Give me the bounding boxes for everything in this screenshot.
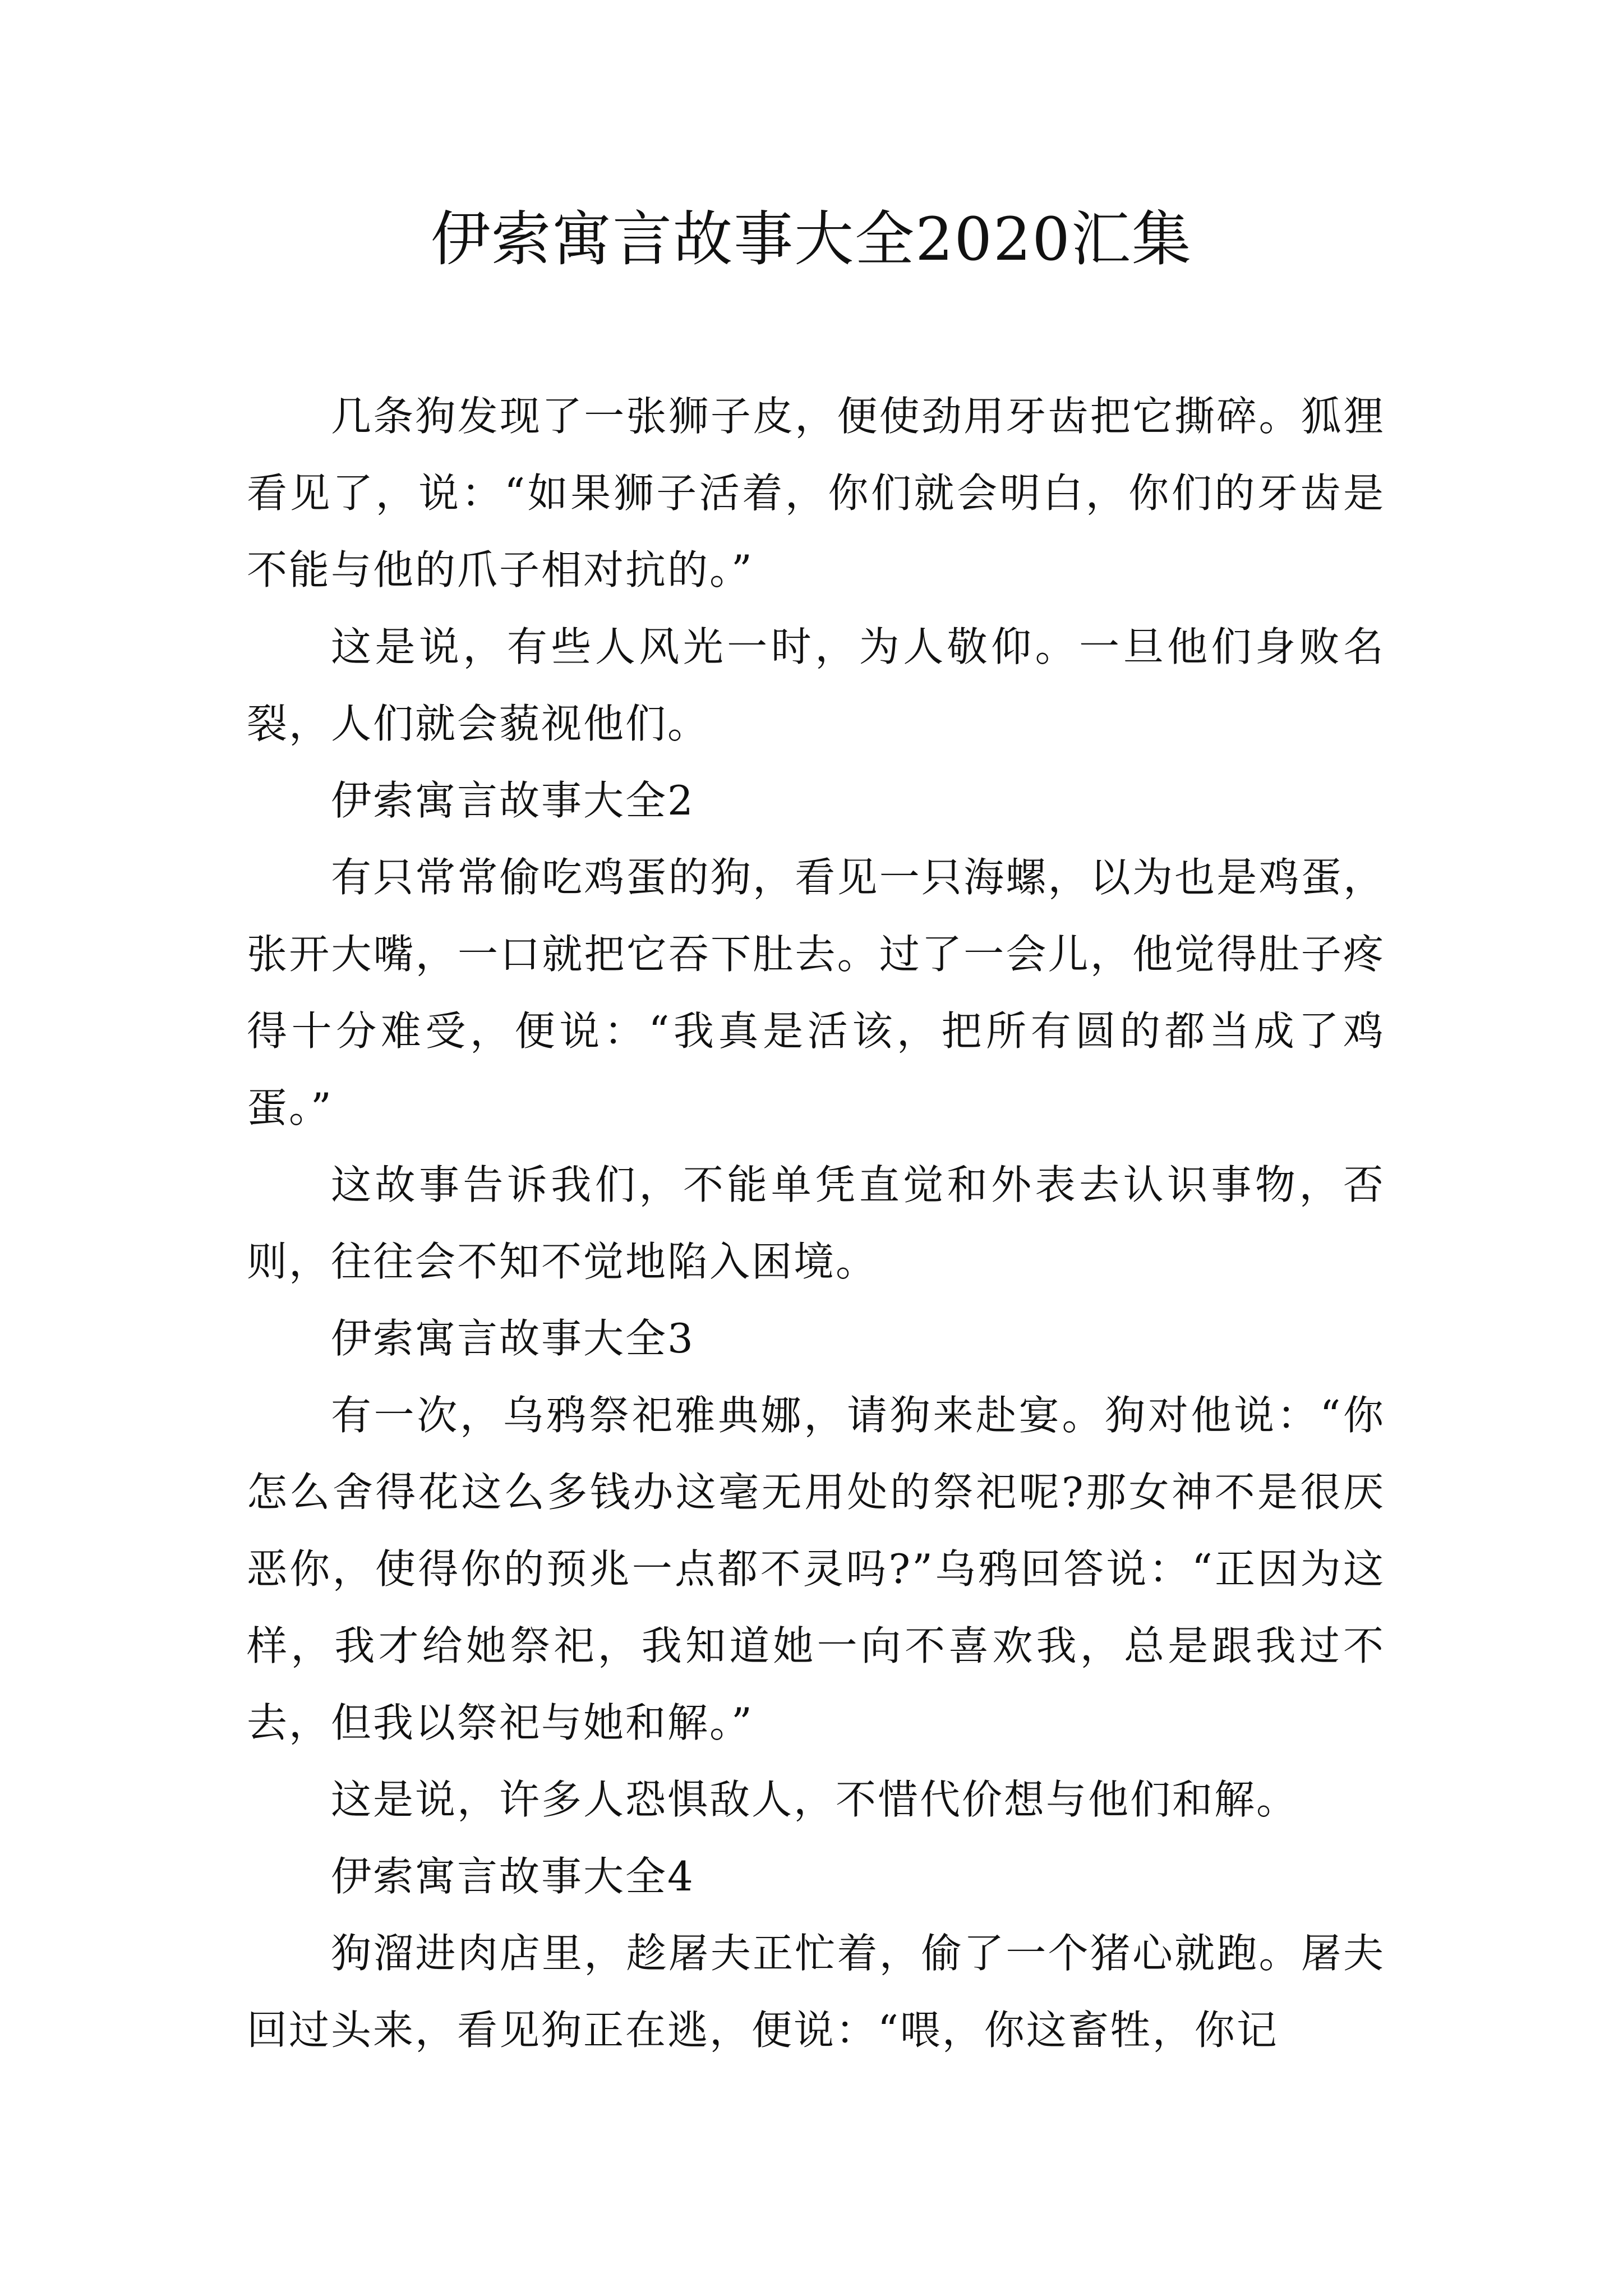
paragraph-moral-3: 这是说，许多人恐惧敌人，不惜代价想与他们和解。 <box>331 1776 1299 1823</box>
paragraph-butcher-dog: 狗溜进肉店里，趁屠夫正忙着，偷了一个猪心就跑。屠夫回过头来，看见狗正在逃，便说：“喂，你这畜牲，你记 <box>247 1930 1385 2054</box>
section-heading-4: 伊索寓言故事大全4 <box>331 1853 695 1900</box>
document-title: 伊索寓言故事大全2020汇集 <box>431 205 1192 274</box>
paragraph-moral-2: 这故事告诉我们，不能单凭直觉和外表去认识事物，否则，往往会不知不觉地陷入困境。 <box>247 1161 1385 1285</box>
section-heading-2: 伊索寓言故事大全2 <box>331 777 695 824</box>
paragraph-moral-1: 这是说，有些人风光一时，为人敬仰。一旦他们身败名裂，人们就会藐视他们。 <box>247 623 1385 747</box>
document-body <box>247 378 1385 2069</box>
section-heading-3: 伊索寓言故事大全3 <box>331 1315 695 1362</box>
paragraph-crow-athena: 有一次，乌鸦祭祀雅典娜，请狗来赴宴。狗对他说：“你怎么舍得花这么多钱办这毫无用处的祭祀呢?那女神不是很厌恶你，使得你的预兆一点都不灵吗?”乌鸦回答说：“正因为这样，我才给她祭祀，我知道她一向不喜欢我，总是跟我过不去，但我以祭祀与她和解。” <box>247 1392 1385 1746</box>
paragraph-lion-skin: 几条狗发现了一张狮子皮，便使劲用牙齿把它撕碎。狐狸看见了，说：“如果狮子活着，你们就会明白，你们的牙齿是不能与他的爪子相对抗的。” <box>247 393 1385 593</box>
paragraph-egg-dog: 有只常常偷吃鸡蛋的狗，看见一只海螺，以为也是鸡蛋，张开大嘴，一口就把它吞下肚去。过了一会儿，他觉得肚子疼得十分难受，便说：“我真是活该，把所有圆的都当成了鸡蛋。” <box>247 854 1385 1131</box>
